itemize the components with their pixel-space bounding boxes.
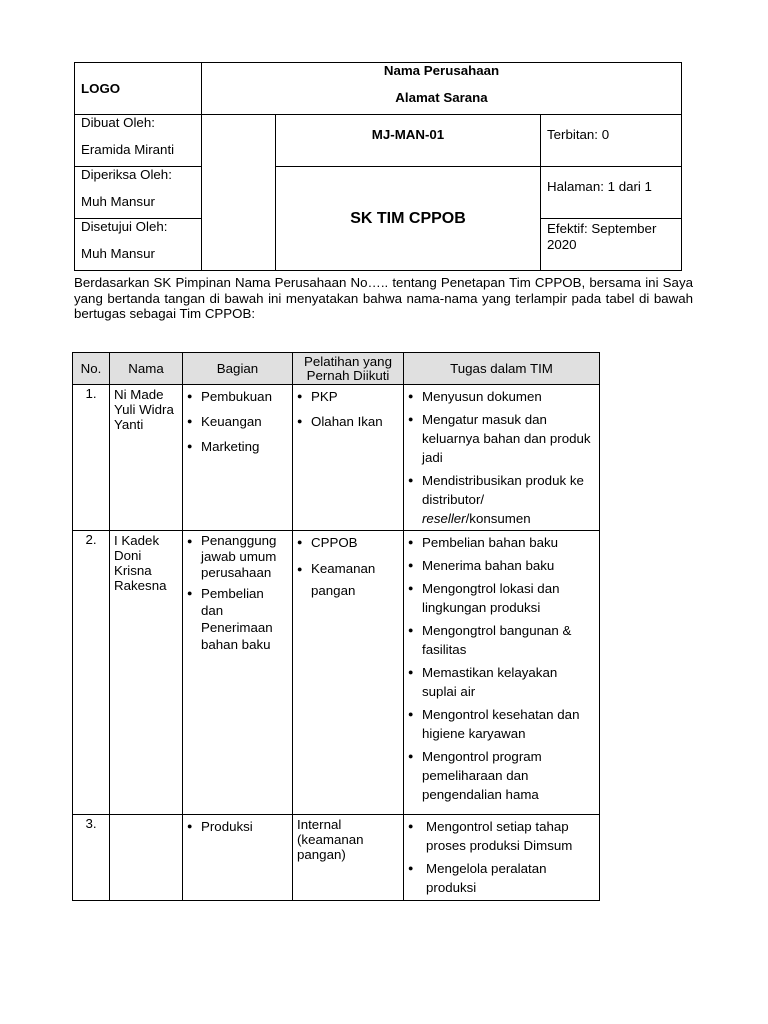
list-item: ● Produksi <box>187 817 288 836</box>
list-item: ● Mengontrol program pemeliharaan dan pengendalian hama <box>408 747 595 804</box>
approved-by-name: Muh Mansur <box>81 246 155 261</box>
list-item <box>408 471 595 528</box>
made-by-cell <box>75 115 202 167</box>
list-item: ● Mengongtrol lokasi dan lingkungan produksi <box>408 579 595 617</box>
bagian-cell <box>183 531 293 815</box>
table-row <box>73 531 600 815</box>
team-table <box>72 352 600 901</box>
checked-by-cell <box>75 167 202 219</box>
logo: LOGO <box>75 63 202 115</box>
list-item: ● Menyusun dokumen <box>408 387 595 406</box>
list-item: ● Mengontrol setiap tahap proses produksi Dimsum <box>408 817 595 855</box>
list-item: ● Pembelian bahan baku <box>408 533 595 552</box>
bagian-cell <box>183 385 293 531</box>
list-item: ● Keamanan pangan <box>297 558 399 602</box>
approved-by-cell <box>75 219 202 271</box>
member-name: I Kadek Doni Krisna Rakesna <box>110 531 183 815</box>
list-item: ● Keuangan <box>187 412 288 431</box>
col-header-pelatihan: Pelatihan yang Pernah Diikuti <box>293 353 404 385</box>
table-row <box>73 385 600 531</box>
company-name: Nama Perusahaan <box>383 63 500 78</box>
bagian-cell <box>183 815 293 901</box>
list-item: ● Pembukuan <box>187 387 288 406</box>
col-header-bagian: Bagian <box>183 353 293 385</box>
made-by-label: Dibuat Oleh: <box>81 115 155 130</box>
list-item: ● Penanggung jawab umum perusahaan <box>187 533 288 581</box>
list-item: ● Mengontrol kesehatan dan higiene karyawan <box>408 705 595 743</box>
intro-paragraph: Berdasarkan SK Pimpinan Nama Perusahaan No….. tentang Penetapan Tim CPPOB, bersama ini Saya yang bertanda tangan di bawah ini menyatakan bahwa nama-nama yang terlampir pada tabel di bawah bertugas sebagai Tim CPPOB: <box>74 275 693 321</box>
company-address: Alamat Sarana <box>395 90 488 105</box>
page-info: Halaman: 1 dari 1 <box>541 167 682 219</box>
member-name: Ni Made Yuli Widra Yanti <box>110 385 183 531</box>
row-number: 2. <box>73 531 110 815</box>
checked-by-name: Muh Mansur <box>81 194 155 209</box>
made-by-name: Eramida Miranti <box>81 142 175 157</box>
document-title: SK TIM CPPOB <box>276 167 541 271</box>
list-item: ● Mengelola peralatan produksi <box>408 859 595 897</box>
list-item: ● Mengongtrol bangunan & fasilitas <box>408 621 595 659</box>
col-header-no: No. <box>73 353 110 385</box>
pelatihan-cell <box>293 531 404 815</box>
list-item-text: Mendistribusikan produk ke distributor/ <box>422 473 584 507</box>
row-number: 3. <box>73 815 110 901</box>
doc-code: MJ-MAN-01 <box>276 115 541 167</box>
list-item: ● Mengatur masuk dan keluarnya bahan dan produk jadi <box>408 410 595 467</box>
tugas-cell <box>404 385 600 531</box>
list-item: ● Pembelian dan Penerimaan bahan baku <box>187 585 288 653</box>
list-item: ● Menerima bahan baku <box>408 556 595 575</box>
col-header-tugas: Tugas dalam TIM <box>404 353 600 385</box>
reseller-text: reseller <box>422 511 466 526</box>
list-item-text: /konsumen <box>465 511 531 526</box>
row-number: 1. <box>73 385 110 531</box>
table-header-row <box>73 353 600 385</box>
document-header-table <box>74 62 682 271</box>
signature-cell <box>202 115 276 271</box>
checked-by-label: Diperiksa Oleh: <box>81 167 172 182</box>
list-item: ● CPPOB <box>297 533 399 552</box>
list-item: ● Memastikan kelayakan suplai air <box>408 663 595 701</box>
effective-date: Efektif: September 2020 <box>541 219 682 271</box>
approved-by-label: Disetujui Oleh: <box>81 219 168 234</box>
list-item: ● Marketing <box>187 437 288 456</box>
company-info-cell <box>202 63 682 115</box>
pelatihan-text: Internal (keamanan pangan) <box>293 815 404 901</box>
table-row <box>73 815 600 901</box>
list-item: ● PKP <box>297 387 399 406</box>
issue-number: Terbitan: 0 <box>541 115 682 167</box>
tugas-cell <box>404 531 600 815</box>
member-name <box>110 815 183 901</box>
tugas-cell <box>404 815 600 901</box>
col-header-nama: Nama <box>110 353 183 385</box>
pelatihan-cell <box>293 385 404 531</box>
list-item: ● Olahan Ikan <box>297 412 399 431</box>
